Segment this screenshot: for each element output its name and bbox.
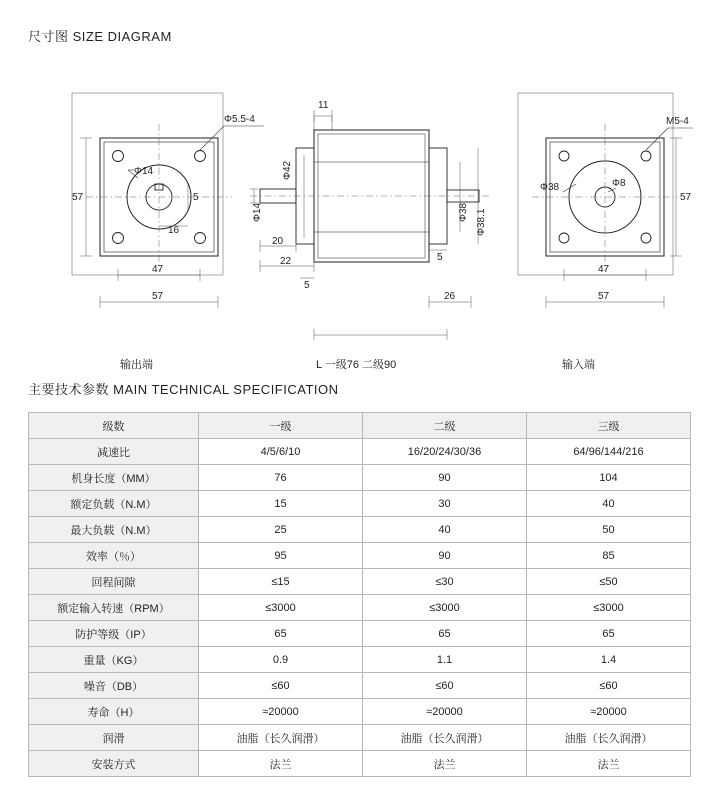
svg-text:57: 57 xyxy=(152,291,164,302)
svg-text:M5-4: M5-4 xyxy=(666,116,689,127)
cell-value: 15 xyxy=(199,491,363,517)
spec-heading: 主要技术参数 MAIN TECHNICAL SPECIFICATION xyxy=(28,382,339,397)
cell-value: ≤60 xyxy=(363,673,527,699)
svg-text:11: 11 xyxy=(318,100,329,111)
cell-value: ≤60 xyxy=(199,673,363,699)
row-label: 额定输入转速（RPM） xyxy=(29,595,199,621)
cell-value: 76 xyxy=(199,465,363,491)
svg-text:Φ42: Φ42 xyxy=(282,160,293,180)
row-label: 防护等级（IP） xyxy=(29,621,199,647)
caption-input-end: 输入端 xyxy=(562,359,595,371)
cell-value: 90 xyxy=(363,465,527,491)
cell-value: 法兰 xyxy=(363,751,527,777)
cell-value: ≈20000 xyxy=(199,699,363,725)
svg-text:Φ38.1: Φ38.1 xyxy=(476,208,487,236)
cell-value: 65 xyxy=(527,621,691,647)
table-row xyxy=(29,569,691,595)
column-header-1: 一级 xyxy=(199,413,363,439)
cell-value: 65 xyxy=(363,621,527,647)
cell-value: 30 xyxy=(363,491,527,517)
cell-value: ≈20000 xyxy=(363,699,527,725)
cell-value: 85 xyxy=(527,543,691,569)
cell-value: 50 xyxy=(527,517,691,543)
cell-value: 104 xyxy=(527,465,691,491)
row-label: 寿命（H） xyxy=(29,699,199,725)
svg-text:Φ8: Φ8 xyxy=(612,178,626,189)
cell-value: 4/5/6/10 xyxy=(199,439,363,465)
cell-value: 40 xyxy=(363,517,527,543)
svg-text:47: 47 xyxy=(152,264,164,275)
cell-value: 90 xyxy=(363,543,527,569)
table-row xyxy=(29,595,691,621)
svg-text:Φ14: Φ14 xyxy=(252,202,263,222)
table-row xyxy=(29,621,691,647)
caption-output-end: 输出端 xyxy=(120,359,153,371)
svg-text:57: 57 xyxy=(72,192,84,203)
table-row xyxy=(29,439,691,465)
table-header-row xyxy=(29,413,691,439)
table-row xyxy=(29,673,691,699)
row-label: 效率（％） xyxy=(29,543,199,569)
cell-value: ≤3000 xyxy=(363,595,527,621)
caption-length: L 一级76 二级90 xyxy=(316,359,397,371)
cell-value: ≤50 xyxy=(527,569,691,595)
svg-text:47: 47 xyxy=(598,264,610,275)
size-diagram-heading: 尺寸图 SIZE DIAGRAM xyxy=(28,29,172,44)
size-diagram-svg xyxy=(28,50,693,340)
cell-value: 油脂（长久润滑） xyxy=(199,725,363,751)
column-header-3: 三级 xyxy=(527,413,691,439)
table-row xyxy=(29,725,691,751)
column-header-0: 级数 xyxy=(29,413,199,439)
cell-value: ≤15 xyxy=(199,569,363,595)
row-label: 安装方式 xyxy=(29,751,199,777)
size-diagram xyxy=(28,50,693,371)
svg-text:57: 57 xyxy=(680,192,692,203)
cell-value: 法兰 xyxy=(199,751,363,777)
svg-text:57: 57 xyxy=(598,291,610,302)
row-label: 额定负载（N.M） xyxy=(29,491,199,517)
table-row xyxy=(29,517,691,543)
row-label: 润滑 xyxy=(29,725,199,751)
table-row xyxy=(29,647,691,673)
svg-text:22: 22 xyxy=(280,256,292,267)
cell-value: 40 xyxy=(527,491,691,517)
svg-text:Φ38: Φ38 xyxy=(540,182,560,193)
row-label: 最大负载（N.M） xyxy=(29,517,199,543)
table-row xyxy=(29,491,691,517)
svg-text:Φ14: Φ14 xyxy=(134,166,154,177)
cell-value: ≈20000 xyxy=(527,699,691,725)
spec-table-body xyxy=(29,413,691,777)
row-label: 减速比 xyxy=(29,439,199,465)
cell-value: ≤30 xyxy=(363,569,527,595)
svg-text:5: 5 xyxy=(304,280,310,291)
cell-value: 1.1 xyxy=(363,647,527,673)
cell-value: ≤3000 xyxy=(199,595,363,621)
cell-value: 1.4 xyxy=(527,647,691,673)
table-row xyxy=(29,543,691,569)
table-row xyxy=(29,699,691,725)
column-header-2: 二级 xyxy=(363,413,527,439)
cell-value: 油脂（长久润滑） xyxy=(527,725,691,751)
row-label: 重量（KG） xyxy=(29,647,199,673)
cell-value: 法兰 xyxy=(527,751,691,777)
row-label: 回程间隙 xyxy=(29,569,199,595)
cell-value: 65 xyxy=(199,621,363,647)
svg-text:5: 5 xyxy=(193,192,199,203)
cell-value: ≤3000 xyxy=(527,595,691,621)
cell-value: 95 xyxy=(199,543,363,569)
svg-text:16: 16 xyxy=(168,225,180,236)
svg-text:Φ5.5-4: Φ5.5-4 xyxy=(224,114,255,125)
cell-value: ≤60 xyxy=(527,673,691,699)
svg-text:20: 20 xyxy=(272,236,284,247)
svg-text:Φ38: Φ38 xyxy=(458,202,469,222)
svg-text:26: 26 xyxy=(444,291,456,302)
row-label: 噪音（DB） xyxy=(29,673,199,699)
cell-value: 16/20/24/30/36 xyxy=(363,439,527,465)
cell-value: 油脂（长久润滑） xyxy=(363,725,527,751)
row-label: 机身长度（MM） xyxy=(29,465,199,491)
specification-table xyxy=(28,412,691,777)
table-row xyxy=(29,751,691,777)
table-row xyxy=(29,465,691,491)
cell-value: 25 xyxy=(199,517,363,543)
cell-value: 64/96/144/216 xyxy=(527,439,691,465)
cell-value: 0.9 xyxy=(199,647,363,673)
svg-text:5: 5 xyxy=(437,252,443,263)
